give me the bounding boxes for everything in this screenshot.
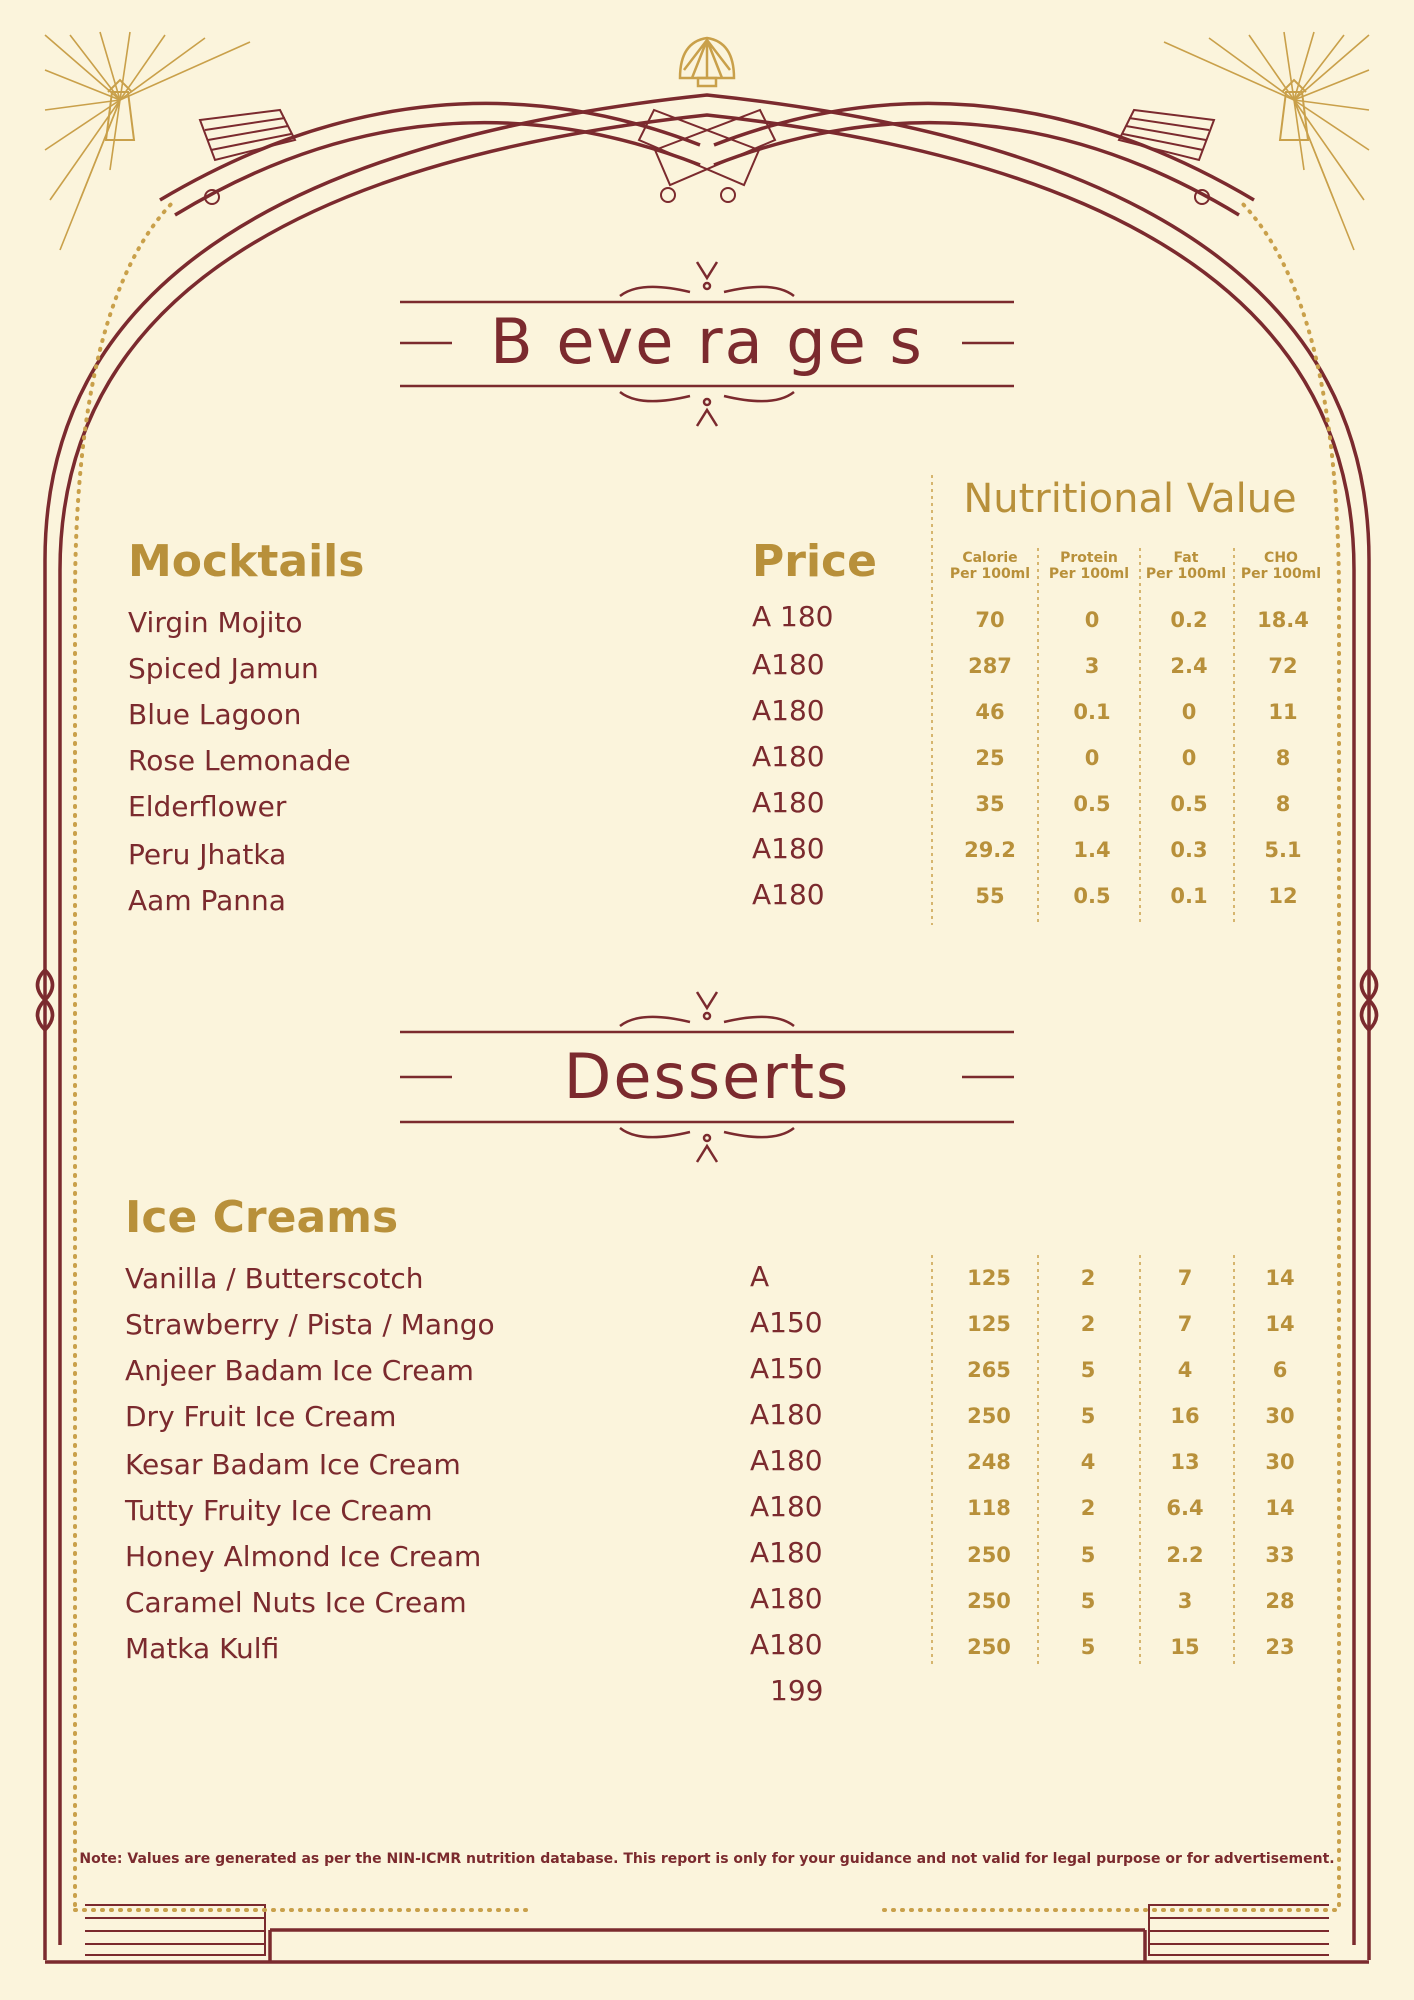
protein-value: 5	[1080, 1404, 1096, 1428]
item-name: Strawberry / Pista / Mango	[125, 1308, 495, 1341]
item-price: A180	[752, 786, 825, 819]
item-name: Rose Lemonade	[128, 744, 351, 777]
item-price: A180	[752, 878, 825, 911]
protein-value: 0	[1084, 746, 1100, 770]
cho-value: 23	[1265, 1635, 1295, 1659]
item-price: A	[750, 1260, 770, 1293]
fat-value: 0	[1181, 700, 1197, 724]
cho-value: 72	[1268, 654, 1298, 678]
cho-value: 8	[1275, 746, 1291, 770]
item-name: Kesar Badam Ice Cream	[125, 1448, 461, 1481]
ice-creams-title: Ice Creams	[125, 1192, 399, 1243]
protein-value: 5	[1080, 1358, 1096, 1382]
item-price: A180	[752, 648, 825, 681]
fat-value: 0	[1181, 746, 1197, 770]
protein-value: 2	[1080, 1266, 1096, 1290]
column-header-fat: Fat Per 100ml	[1145, 550, 1227, 582]
protein-value: 0	[1084, 608, 1100, 632]
calorie-value: 250	[967, 1543, 1011, 1567]
item-name: Vanilla / Butterscotch	[125, 1262, 424, 1295]
item-price: A180	[752, 740, 825, 773]
item-name: Blue Lagoon	[128, 698, 302, 731]
fat-value: 4	[1177, 1358, 1193, 1382]
fat-value: 2.2	[1166, 1543, 1204, 1567]
item-name: Aam Panna	[128, 884, 286, 917]
cho-value: 6	[1272, 1358, 1288, 1382]
item-name: Tutty Fruity Ice Cream	[125, 1494, 433, 1527]
calorie-value: 248	[967, 1450, 1011, 1474]
lighthouse-icon	[106, 80, 134, 140]
item-name: Elderflower	[128, 790, 287, 823]
fat-value: 0.1	[1170, 884, 1208, 908]
protein-value: 0.1	[1073, 700, 1111, 724]
calorie-value: 125	[967, 1266, 1011, 1290]
fat-value: 0.3	[1170, 838, 1208, 862]
calorie-value: 250	[967, 1635, 1011, 1659]
calorie-value: 70	[975, 608, 1005, 632]
calorie-value: 250	[967, 1404, 1011, 1428]
cho-value: 30	[1265, 1404, 1295, 1428]
cho-value: 14	[1265, 1266, 1295, 1290]
protein-value: 5	[1080, 1635, 1096, 1659]
item-price: A180	[750, 1444, 823, 1477]
fat-value: 16	[1170, 1404, 1200, 1428]
calorie-value: 25	[975, 746, 1005, 770]
fat-value: 0.5	[1170, 792, 1208, 816]
fat-value: 6.4	[1166, 1496, 1204, 1520]
fat-value: 2.4	[1170, 654, 1208, 678]
item-price: A180	[750, 1582, 823, 1615]
item-price: A180	[750, 1490, 823, 1523]
item-name: Dry Fruit Ice Cream	[125, 1400, 397, 1433]
calorie-value: 265	[967, 1358, 1011, 1382]
desserts-heading: Desserts	[563, 1040, 851, 1113]
cho-value: 14	[1265, 1496, 1295, 1520]
cho-value: 18.4	[1257, 608, 1309, 632]
protein-value: 2	[1080, 1312, 1096, 1336]
cho-value: 11	[1268, 700, 1298, 724]
disclaimer-note: Note: Values are generated as per the NIN-ICMR nutrition database. This report is only for your guidance and not valid for legal purpose or for advertisement.	[79, 1851, 1335, 1867]
column-header-protein: Protein Per 100ml	[1048, 550, 1130, 582]
extra-price: 199	[770, 1674, 824, 1707]
item-price: A180	[750, 1398, 823, 1431]
fat-value: 15	[1170, 1635, 1200, 1659]
fat-value: 0.2	[1170, 608, 1208, 632]
calorie-value: 118	[967, 1496, 1011, 1520]
item-name: Anjeer Badam Ice Cream	[125, 1354, 474, 1387]
item-price: A180	[750, 1536, 823, 1569]
item-price: A 180	[752, 600, 834, 633]
item-price: A180	[750, 1628, 823, 1661]
item-price: A180	[752, 694, 825, 727]
price-title: Price	[752, 536, 877, 587]
calorie-value: 125	[967, 1312, 1011, 1336]
protein-value: 5	[1080, 1543, 1096, 1567]
shell-icon	[680, 38, 734, 86]
item-name: Honey Almond Ice Cream	[125, 1540, 482, 1573]
fat-value: 7	[1177, 1266, 1193, 1290]
calorie-value: 46	[975, 700, 1005, 724]
cho-value: 12	[1268, 884, 1298, 908]
item-name: Virgin Mojito	[128, 606, 303, 639]
cho-value: 8	[1275, 792, 1291, 816]
fat-value: 3	[1177, 1589, 1193, 1613]
item-name: Caramel Nuts Ice Cream	[125, 1586, 467, 1619]
cho-value: 5.1	[1264, 838, 1302, 862]
column-header-cho: CHO Per 100ml	[1240, 550, 1322, 582]
calorie-value: 250	[967, 1589, 1011, 1613]
fat-value: 13	[1170, 1450, 1200, 1474]
calorie-value: 55	[975, 884, 1005, 908]
item-name: Peru Jhatka	[128, 838, 287, 871]
cho-value: 30	[1265, 1450, 1295, 1474]
cho-value: 14	[1265, 1312, 1295, 1336]
beverages-heading: B eve ra ge s	[490, 305, 924, 378]
protein-value: 5	[1080, 1589, 1096, 1613]
item-price: A150	[750, 1352, 823, 1385]
protein-value: 3	[1084, 654, 1100, 678]
calorie-value: 29.2	[964, 838, 1016, 862]
cho-value: 28	[1265, 1589, 1295, 1613]
protein-value: 0.5	[1073, 884, 1111, 908]
sunburst-icon	[45, 32, 250, 250]
protein-value: 1.4	[1073, 838, 1111, 862]
cho-value: 33	[1265, 1543, 1295, 1567]
protein-value: 2	[1080, 1496, 1096, 1520]
protein-value: 0.5	[1073, 792, 1111, 816]
protein-value: 4	[1080, 1450, 1096, 1474]
column-header-calorie: Calorie Per 100ml	[949, 550, 1031, 582]
item-name: Matka Kulfi	[125, 1632, 280, 1665]
mocktails-title: Mocktails	[128, 536, 365, 587]
calorie-value: 35	[975, 792, 1005, 816]
item-name: Spiced Jamun	[128, 652, 319, 685]
nutritional-value-title: Nutritional Value	[963, 476, 1297, 522]
lighthouse-icon	[1280, 80, 1308, 140]
fat-value: 7	[1177, 1312, 1193, 1336]
calorie-value: 287	[968, 654, 1012, 678]
item-price: A150	[750, 1306, 823, 1339]
item-price: A180	[752, 832, 825, 865]
sunburst-icon	[1164, 32, 1369, 250]
